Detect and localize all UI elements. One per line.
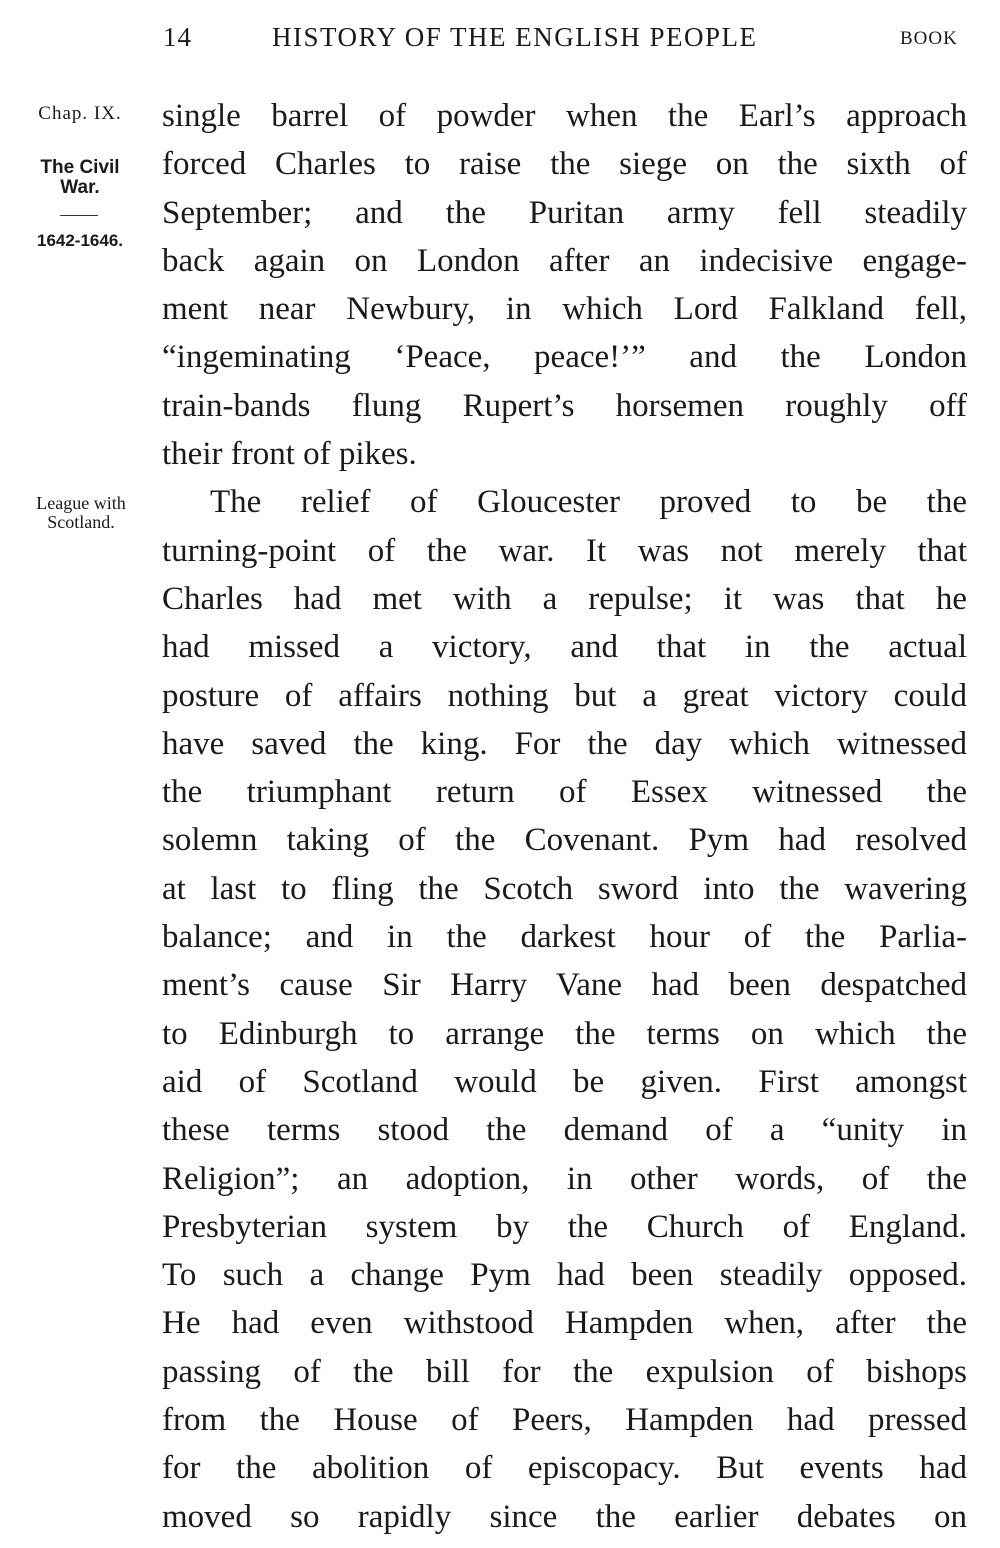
running-header [0,22,1000,62]
text-line: Religion”; an adoption, in other words, of the [162,1160,967,1197]
text-line: He had even withstood Hampden when, after the [162,1305,967,1342]
page-number: 14 [163,22,192,52]
text-line: forced Charles to raise the siege on the sixth of [162,146,967,183]
text-line: the triumphant return of Essex witnessed the [162,774,967,811]
sidenote-divider [60,215,98,216]
text-line: at last to fling the Scotch sword into the wavering [162,870,967,907]
text-line: moved so rapidly since the earlier debates on [162,1498,967,1535]
text-line: from the House of Peers, Hampden had pressed [162,1402,967,1439]
text-line: passing of the bill for the expulsion of bishops [162,1353,967,1390]
text-line: solemn taking of the Covenant. Pym had resolved [162,822,967,859]
sidenote-topic: The Civil War. [40,157,120,198]
text-line: for the abolition of episcopacy. But events had [162,1450,967,1487]
text-line: The relief of Gloucester proved to be the [210,484,967,521]
text-line: posture of affairs nothing but a great victory could [162,677,967,714]
text-line: these terms stood the demand of a “unity in [162,1112,967,1149]
paragraph-2 [162,478,967,1541]
text-line: to Edinburgh to arrange the terms on which the [162,1015,967,1052]
text-line: have saved the king. For the day which witnessed [162,725,967,762]
paragraph-1 [162,92,967,478]
text-line: train-bands flung Rupert’s horsemen roughly off [162,387,967,424]
text-line: back again on London after an indecisive engage- [162,242,967,279]
text-line: Presbyterian system by the Church of England. [162,1208,967,1245]
text-line: single barrel of powder when the Earl’s approach [162,98,967,134]
sidenote-years: 1642-1646. [36,231,124,250]
text-line: had missed a victory, and that in the actual [162,629,967,666]
body-text [162,92,967,1541]
sidenote-league: League with Scotland. [36,493,126,532]
text-line: To such a change Pym had been steadily opposed. [162,1257,967,1294]
text-line: balance; and in the darkest hour of the Parlia- [162,919,967,956]
text-line: turning-point of the war. It was not merely that [162,532,967,569]
text-line: aid of Scotland would be given. First amongst [162,1063,967,1100]
text-line: ment near Newbury, in which Lord Falkland fell, [162,291,967,328]
text-line: ment’s cause Sir Harry Vane had been despatched [162,967,967,1004]
text-line: “ingeminating ‘Peace, peace!’” and the London [162,339,967,376]
text-line: September; and the Puritan army fell steadily [162,194,967,231]
text-line: Charles had met with a repulse; it was that he [162,580,967,617]
book-label: BOOK [900,28,958,49]
running-title: HISTORY OF THE ENGLISH PEOPLE [272,22,758,52]
sidenote-chapter: Chap. IX. [38,103,122,124]
text-line: their front of pikes. [162,436,417,473]
